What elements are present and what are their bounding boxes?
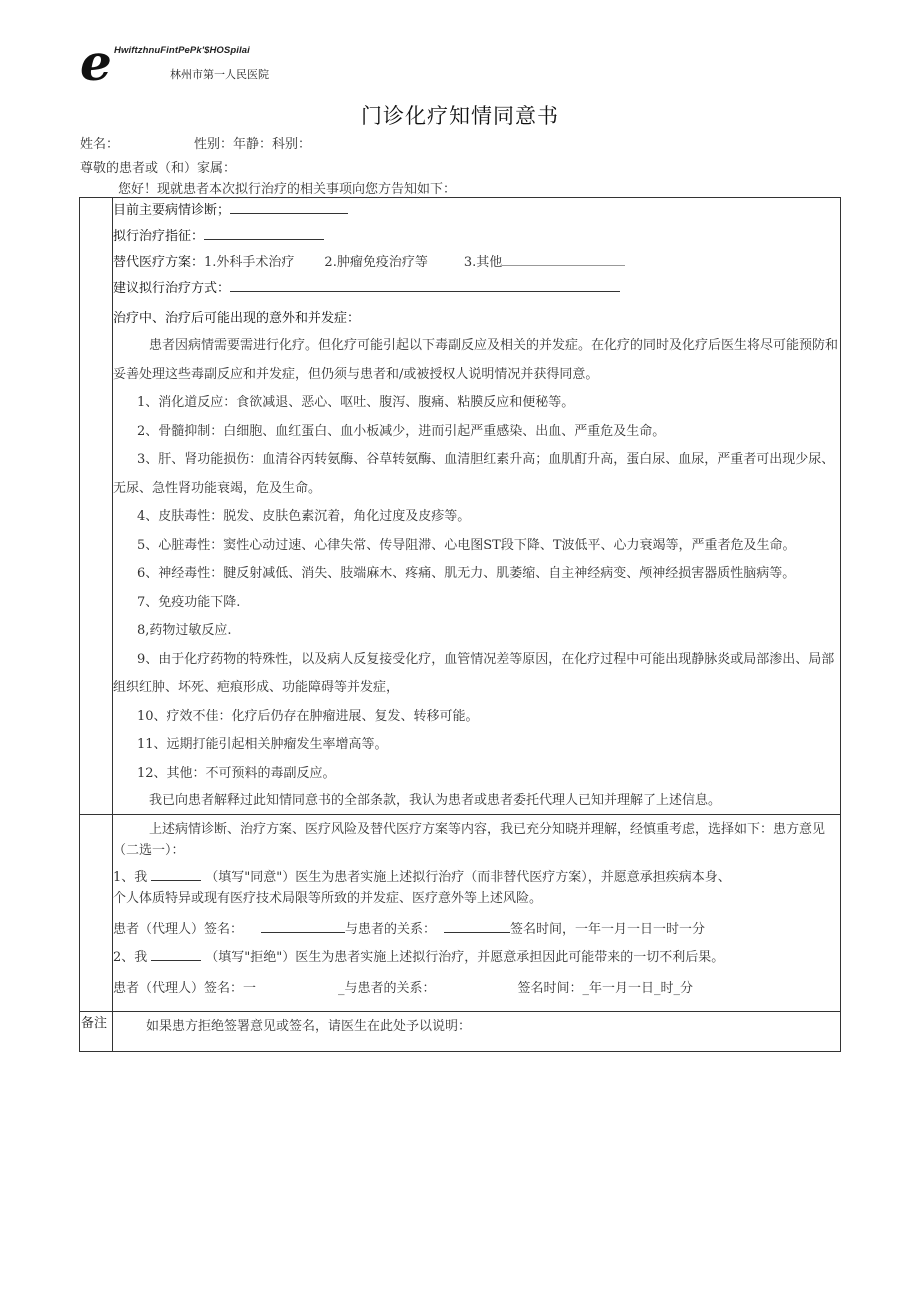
patient-name-label: 姓名： <box>80 137 120 152</box>
remarks-row <box>80 1012 841 1052</box>
consent-time-value: 一年一月一日一时一分 <box>575 922 706 937</box>
remarks-label: 备注 <box>80 1012 113 1052</box>
refuse-signature-line <box>113 974 840 1003</box>
patient-opinion-cell <box>113 815 841 1012</box>
refuse-relation-label: _与患者的关系： <box>338 981 436 996</box>
risk-item: 7、免疫功能下降. <box>137 594 241 610</box>
refuse-field[interactable] <box>151 947 201 961</box>
alt-other-field[interactable] <box>502 252 625 266</box>
alternatives-label: 替代医疗方案： <box>113 255 205 270</box>
diagnosis-label: 目前主要病情诊断； <box>113 203 231 218</box>
diagnosis-field[interactable] <box>230 200 348 214</box>
section2-label-cell <box>80 815 113 1012</box>
risk-item: 4、皮肤毒性：脱发、皮肤色素沉着，角化过度及皮疹等。 <box>137 509 471 524</box>
refuse-time: 签名时间：_年一月一日_时_分 <box>517 981 694 996</box>
intro-text: 您好！现就患者本次拟行治疗的相关事项向您方告知如下： <box>118 182 457 197</box>
hospital-name-english: HwiftzhnuFintPePk'$HOSpilai <box>114 45 250 56</box>
doctor-statement: 我已向患者解释过此知情同意书的全部条款，我认为患者或患者委托代理人已知并理解了上述信息。 <box>149 793 722 808</box>
risk-item: 1、消化道反应：食欲减退、恶心、呕吐、腹泻、腹痛、粘膜反应和便秘等。 <box>137 395 575 410</box>
risk-item: 8,药物过敏反应. <box>137 623 232 638</box>
risk-item: 9、由于化疗药物的特殊性，以及病人反复接受化疗，血管情况差等原因，在化疗过程中可能出现静脉炎或局部渗出、局部组织红肿、坏死、疤痕形成、功能障碍等并发症， <box>113 651 835 695</box>
patient-opinion-row <box>80 815 841 1012</box>
indication-field[interactable] <box>204 226 324 240</box>
consent-sign-label: 患者（代理人）签名： <box>113 922 244 937</box>
section1-label-cell <box>80 198 113 815</box>
indication-label: 拟行治疗指征： <box>113 229 205 244</box>
risk-item: 6、神经毒性：腱反射减低、消失、肢端麻木、疼痛、肌无力、肌萎缩、自主神经病变、颅神经损害器质性脑病等。 <box>137 566 796 581</box>
information-cell <box>113 198 841 815</box>
risk-item: 5、心脏毒性：窦性心动过速、心律失常、传导阻滞、心电图ST段下降、T波低平、心力衰竭等，严重者危及生命。 <box>137 537 796 553</box>
method-label: 建议拟行治疗方式： <box>113 281 231 296</box>
remarks-text[interactable]: 如果患方拒绝签署意见或签名，请医生在此处予以说明： <box>113 1012 841 1052</box>
alt-option-3: 3.其他 <box>463 255 503 270</box>
gender-age-dept-label: 性别：年静：科别： <box>194 137 312 152</box>
consent-text: （填写"同意"）医生为患者实施上述拟行治疗（而非替代医疗方案），并愿意承担疾病本身、 <box>205 870 731 885</box>
hospital-logo-mark: e <box>80 33 112 92</box>
diagnosis-line <box>113 198 840 224</box>
consent-sign-field[interactable] <box>261 919 345 933</box>
consent-time-label: 签名时间， <box>510 922 576 937</box>
consent-option <box>113 867 840 887</box>
risk-item: 10、疗效不佳：化疗后仍存在肿瘤进展、复发、转移可能。 <box>137 708 479 724</box>
opinion-intro: 上述病情诊断、治疗方案、医疗风险及替代医疗方案等内容，我已充分知晓并理解，经慎重考虑，选择如下：患方意见（二选一）： <box>113 822 826 858</box>
risk-item: 11、远期打能引起相关肿瘤发生率增高等。 <box>137 737 388 752</box>
refuse-option <box>113 944 840 972</box>
risk-item: 3、肝、肾功能损伤：血清谷丙转氨酶、谷草转氨酶、血清胆红素升高；血肌酊升高，蛋白尿、血尿，严重者可出现少尿、无尿、急性肾功能衰竭，危及生命。 <box>113 452 835 496</box>
risks-heading: 治疗中、治疗后可能出现的意外和并发症： <box>113 311 361 326</box>
consent-relation-field[interactable] <box>444 919 510 933</box>
alt-option-2: 2.肿瘤免疫治疗等 <box>324 255 428 270</box>
risk-item: 2、骨髓抑制：白细胞、血红蛋白、血小板减少，进而引起严重感染、出血、严重危及生命。 <box>137 423 666 439</box>
document-title: 门诊化疗知情同意书 <box>361 104 559 128</box>
consent-text-continued: 个人体质特异或现有医疗技术局限等所致的并发症、医疗意外等上述风险。 <box>113 891 543 906</box>
alternatives-line <box>113 250 840 276</box>
risk-item: 12、其他：不可预料的毒副反应。 <box>137 765 336 781</box>
refuse-prefix: 2、我 <box>113 950 148 965</box>
indication-line <box>113 224 840 250</box>
method-line <box>113 276 840 302</box>
consent-prefix: 1、我 <box>113 870 148 885</box>
refuse-text: （填写"拒绝"）医生为患者实施上述拟行治疗，并愿意承担因此可能带来的一切不利后果。 <box>205 950 725 965</box>
consent-field[interactable] <box>151 867 201 881</box>
consent-relation-label: 与患者的关系： <box>345 922 437 937</box>
refuse-sign-label: 患者（代理人）签名：一 <box>113 981 257 996</box>
information-row <box>80 198 841 815</box>
hospital-name-chinese: 林州市第一人民医院 <box>170 68 269 81</box>
consent-signature-line <box>113 915 840 944</box>
alt-option-1: 1.外科手术治疗 <box>204 255 295 270</box>
consent-table <box>79 197 841 1052</box>
risk-paragraph: 患者因病情需要需进行化疗。但化疗可能引起以下毒副反应及相关的并发症。在化疗的同时及化疗后医生将尽可能预防和妥善处理这些毒副反应和并发症，但仍须与患者和/或被授权人说明情况并获得同意。 <box>113 338 839 382</box>
method-field[interactable] <box>230 278 620 292</box>
greeting: 尊敬的患者或（和）家属： <box>80 161 237 176</box>
